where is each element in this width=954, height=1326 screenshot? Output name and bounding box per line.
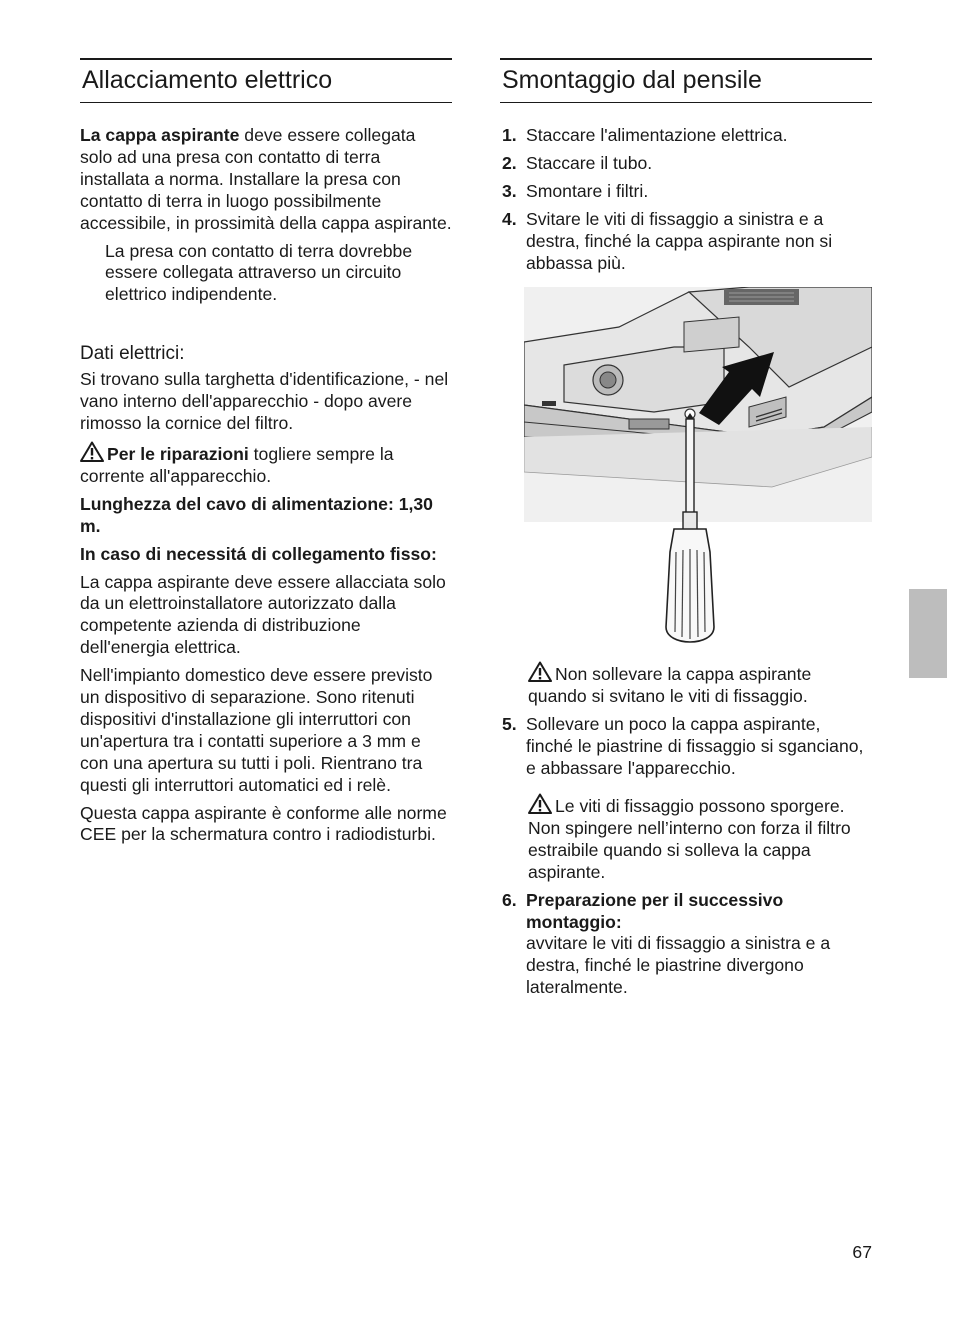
fixed-connection-heading: In caso di necessitá di collegamento fisso:	[80, 543, 437, 564]
intro-paragraph	[80, 125, 452, 235]
hood-unscrewing-illustration	[524, 287, 872, 651]
repair-text: togliere sempre la corrente all'apparecchio.	[80, 443, 394, 486]
paragraph-separator: Nell'impianto domestico deve essere previsto un dispositivo di separazione. Sono ritenuti dispositivi d'installazione gli interruttori con un'apertura tra i contatti superiore a 3 mm e con una apertura su tutti i poli. Rientrano tra questi gli interruttori automatici ed i relè.	[80, 665, 433, 795]
dati-paragraph: Si trovano sulla targhetta d'identificazione, - nel vano interno dell'apparecchio - dopo avere rimosso la cornice del filtro.	[80, 369, 449, 434]
list-item: 1. Staccare l'alimentazione elettrica.	[502, 125, 788, 145]
step-6	[500, 890, 872, 1000]
steps-list-1-4	[500, 125, 872, 274]
cable-length: Lunghezza del cavo di alimentazione: 1,30 m.	[80, 493, 433, 536]
paragraph-cee: Questa cappa aspirante è conforme alle norme CEE per la schermatura contro i radiodisturbi.	[80, 802, 447, 845]
illustration-svg	[524, 287, 872, 651]
warning-icon	[528, 661, 552, 682]
intro-bold: La cappa aspirante	[80, 125, 240, 145]
section-title-allacciamento: Allacciamento elettrico	[80, 58, 452, 103]
list-item: 6. Preparazione per il successivo montaggio: avvitare le viti di fissaggio a sinistra e a destra, finché le piastrine divergono lateralmente.	[502, 889, 831, 998]
repair-warning	[80, 441, 452, 488]
list-item: 3. Smontare i filtri.	[502, 180, 649, 201]
warning-icon	[80, 441, 104, 462]
warning-no-lift: Non sollevare la cappa aspirante quando si svitano le viti di fissaggio.	[500, 661, 872, 708]
left-column	[80, 58, 452, 846]
intro-text: deve essere collegata solo ad una presa con contatto di terra installata a norma. Installare la presa con contatto di terra in luogo possibilmente accessibile, in prossimità della cappa aspirante.	[80, 125, 452, 233]
paragraph-installer: La cappa aspirante deve essere allacciata solo da un elettroinstallatore autorizzato dalla competente azienda di distribuzione dell'energia elettrica.	[80, 571, 446, 658]
side-tab-marker	[909, 589, 947, 678]
step-5	[500, 714, 872, 780]
page-number: 67	[852, 1242, 872, 1262]
warning-icon	[528, 793, 552, 814]
warning-screws-protrude: Le viti di fissaggio possono sporgere. Non spingere nell’interno con forza il filtro estraibile quando si solleva la cappa aspirante.	[500, 793, 872, 884]
subheading-dati-elettrici: Dati elettrici:	[80, 343, 185, 365]
list-item: 2. Staccare il tubo.	[502, 152, 653, 173]
list-item: 4. Svitare le viti di fissaggio a sinistra e a destra, finché la cappa aspirante non si abbassa più.	[502, 208, 833, 273]
list-item: 5. Sollevare un poco la cappa aspirante, finché le piastrine di fissaggio si sganciano, e abbassare l'apparecchio.	[502, 714, 864, 779]
section-title-smontaggio: Smontaggio dal pensile	[500, 58, 872, 103]
repair-bold: Per le riparazioni	[107, 443, 249, 464]
note-paragraph: La presa con contatto di terra dovrebbe essere collegata attraverso un circuito elettrico indipendente.	[105, 240, 413, 305]
right-column	[500, 58, 872, 999]
